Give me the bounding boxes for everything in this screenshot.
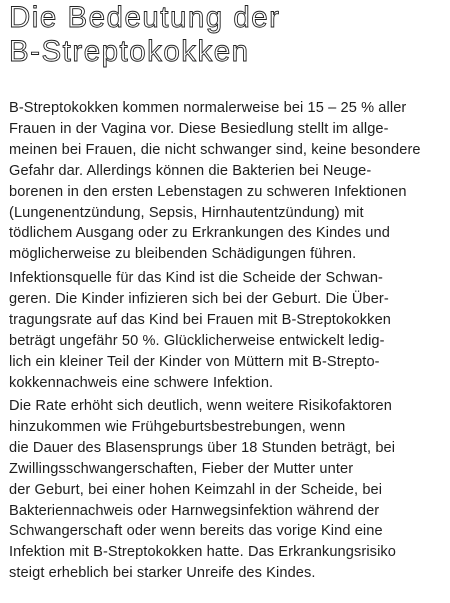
text-line: tödlichem Ausgang oder zu Erkrankungen des Kindes und <box>9 225 390 242</box>
paragraph-infection-source <box>9 268 449 393</box>
title-line: Die Bedeutung der <box>9 1 281 34</box>
text-line: Bakteriennachweis oder Harnwegsinfektion während der <box>9 502 380 519</box>
paragraph-intro <box>9 98 449 265</box>
text-line: meinen bei Frauen, die nicht schwanger sind, keine besondere <box>9 141 421 158</box>
text-line: beträgt ungefähr 50 %. Glücklicherweise entwickelt ledig- <box>9 332 385 349</box>
text-line: hinzukommen wie Frühgeburtsbestrebungen, wenn <box>9 418 346 435</box>
text-line: der Geburt, bei einer hohen Keimzahl in der Scheide, bei <box>9 481 383 498</box>
text-line: Zwillingsschwangerschaften, Fieber der Mutter unter <box>9 460 354 477</box>
text-line: B-Streptokokken kommen normalerweise bei 15 – 25 % aller <box>9 100 407 116</box>
text-line: Infektion mit B-Streptokokken hatte. Das Erkrankungsrisiko <box>9 544 397 561</box>
text-line: tragungsrate auf das Kind bei Frauen mit B-Streptokokken <box>9 311 392 328</box>
text-line: steigt erheblich bei starker Unreife des Kindes. <box>9 565 316 582</box>
text-line: geren. Die Kinder infizieren sich bei der Geburt. Die Über- <box>9 290 389 307</box>
text-line: die Dauer des Blasensprungs über 18 Stunden beträgt, bei <box>9 439 396 456</box>
page-title <box>9 1 449 69</box>
text-line: Gefahr dar. Allerdings können die Bakterien bei Neuge- <box>9 162 372 179</box>
text-line: Schwangerschaft oder wenn bereits das vorige Kind eine <box>9 523 383 540</box>
text-line: möglicherweise zu bleibenden Schädigungen führen. <box>9 246 357 263</box>
text-line: Infektionsquelle für das Kind ist die Scheide der Schwan- <box>9 270 383 286</box>
text-line: Frauen in der Vagina vor. Diese Besiedlung stellt im allge- <box>9 120 389 137</box>
text-line: borenen in den ersten Lebenstagen zu schweren Infektionen <box>9 183 407 200</box>
text-line: lich ein kleiner Teil der Kinder von Müttern mit B-Strepto- <box>9 353 380 370</box>
text-line: (Lungenentzündung, Sepsis, Hirnhautentzündung) mit <box>9 204 364 221</box>
paragraph-risk-factors <box>9 396 449 584</box>
text-line: Die Rate erhöht sich deutlich, wenn weitere Risikofaktoren <box>9 398 392 414</box>
title-line: B-Streptokokken <box>9 35 250 68</box>
text-line: kokkennachweis eine schwere Infektion. <box>9 374 274 391</box>
